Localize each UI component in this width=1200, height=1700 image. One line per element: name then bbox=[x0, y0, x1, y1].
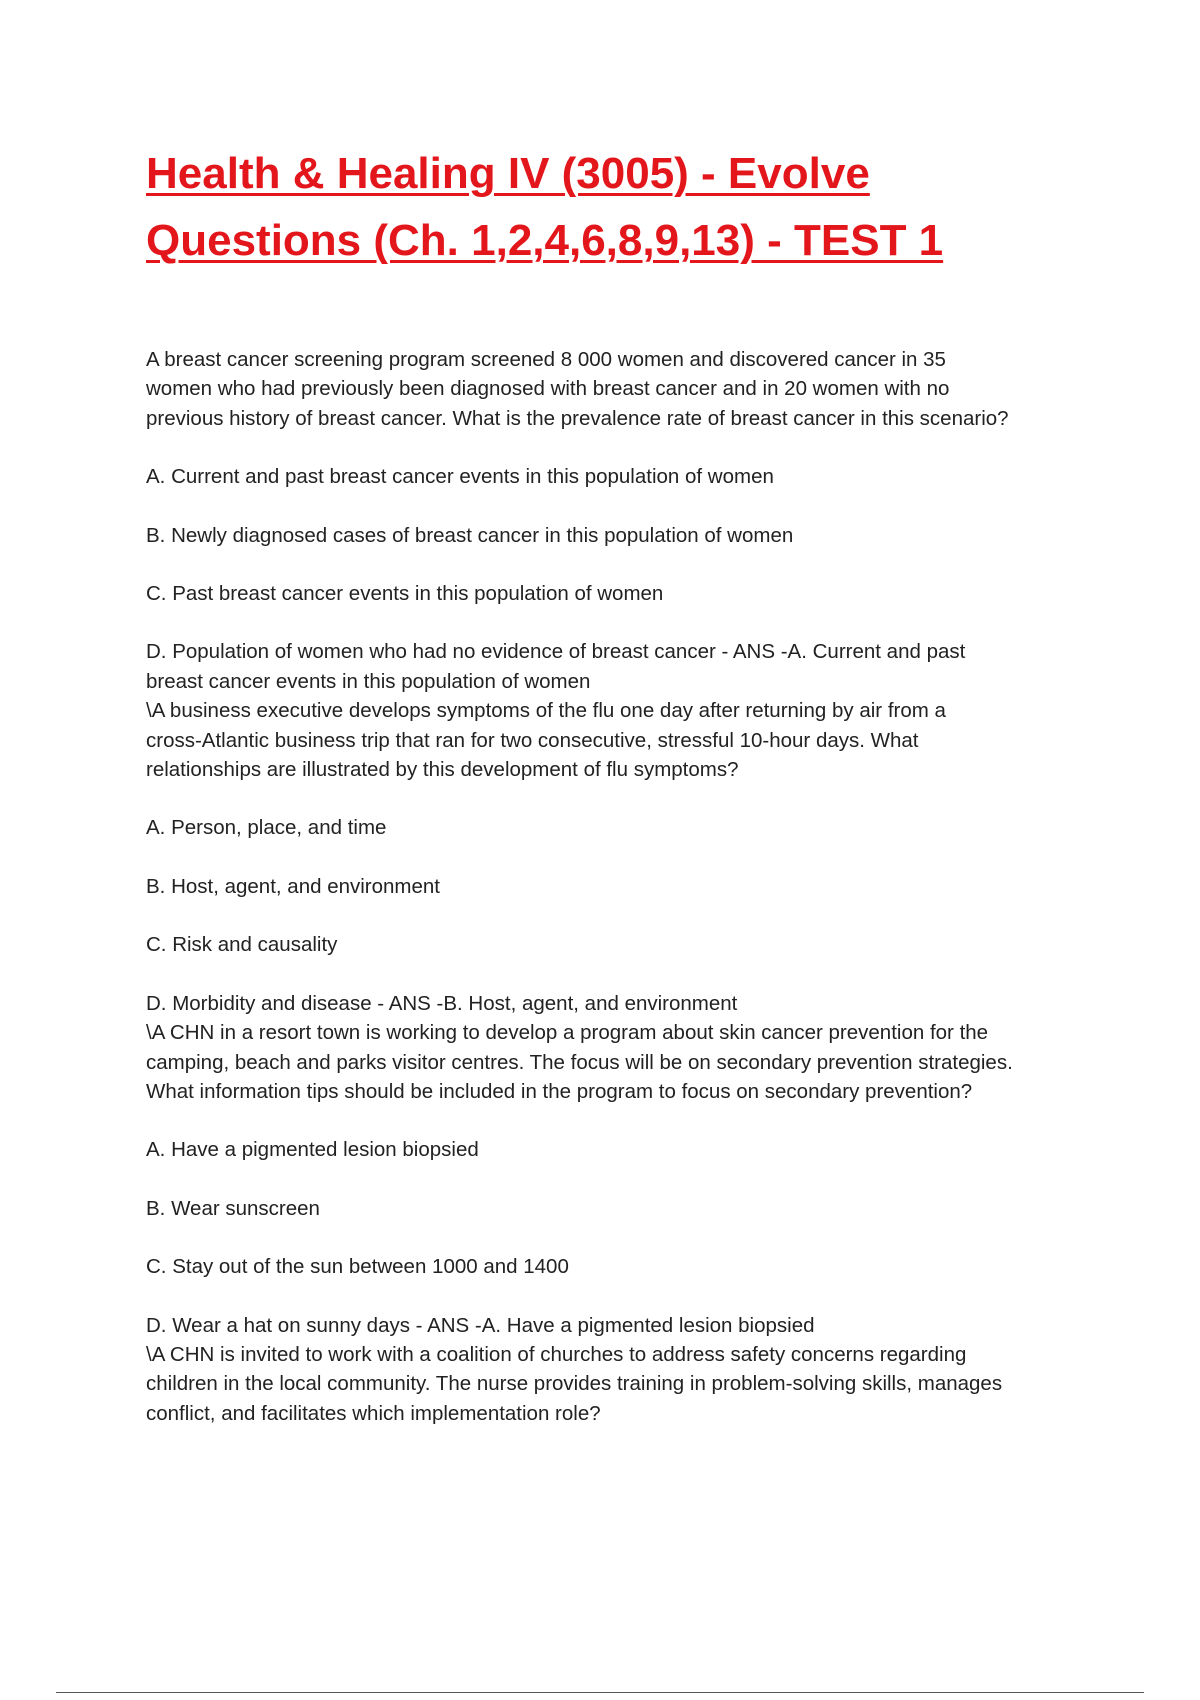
text-line: previous history of breast cancer. What is the prevalence rate of breast cancer in this scenario? bbox=[146, 406, 1009, 430]
answer-option bbox=[146, 521, 1086, 550]
title-line: Health & Healing IV (3005) - Evolve bbox=[146, 149, 870, 198]
text-line: D. Population of women who had no evidence of breast cancer - ANS -A. Current and past bbox=[146, 640, 966, 664]
answer-option bbox=[146, 1194, 1086, 1223]
text-line: C. Risk and causality bbox=[146, 933, 338, 957]
text-line: \A CHN in a resort town is working to develop a program about skin cancer prevention for the bbox=[146, 1021, 989, 1045]
document-title bbox=[146, 140, 1086, 274]
text-line: B. Newly diagnosed cases of breast cancer in this population of women bbox=[146, 523, 794, 547]
document-page bbox=[146, 140, 1086, 1428]
answer-option bbox=[146, 579, 1086, 608]
text-line: A. Have a pigmented lesion biopsied bbox=[146, 1138, 479, 1162]
question-stem bbox=[146, 345, 1086, 433]
text-line: women who had previously been diagnosed with breast cancer and in 20 women with no bbox=[146, 377, 950, 401]
text-line: B. Wear sunscreen bbox=[146, 1196, 320, 1220]
text-line: D. Morbidity and disease - ANS -B. Host, agent, and environment bbox=[146, 991, 738, 1015]
answer-option bbox=[146, 930, 1086, 959]
text-line: B. Host, agent, and environment bbox=[146, 874, 441, 898]
answer-and-next-question bbox=[146, 637, 1086, 784]
text-line: D. Wear a hat on sunny days - ANS -A. Have a pigmented lesion biopsied bbox=[146, 1313, 815, 1337]
text-line: children in the local community. The nurse provides training in problem-solving skills, manages bbox=[146, 1372, 1003, 1396]
text-line: conflict, and facilitates which implementation role? bbox=[146, 1401, 601, 1425]
text-line: A. Person, place, and time bbox=[146, 816, 387, 840]
page-bottom-rule bbox=[56, 1692, 1144, 1693]
text-line: C. Stay out of the sun between 1000 and 1400 bbox=[146, 1255, 569, 1279]
text-line: A. Current and past breast cancer events in this population of women bbox=[146, 465, 774, 489]
text-line: What information tips should be included in the program to focus on secondary prevention? bbox=[146, 1079, 973, 1103]
answer-option bbox=[146, 1135, 1086, 1164]
text-line: breast cancer events in this population of women bbox=[146, 669, 591, 693]
answer-option bbox=[146, 872, 1086, 901]
text-line: relationships are illustrated by this development of flu symptoms? bbox=[146, 758, 739, 782]
text-line: A breast cancer screening program screened 8 000 women and discovered cancer in 35 bbox=[146, 348, 946, 371]
answer-and-next-question bbox=[146, 1311, 1086, 1429]
text-line: camping, beach and parks visitor centres. The focus will be on secondary prevention strategies. bbox=[146, 1050, 1013, 1074]
text-line: \A CHN is invited to work with a coalition of churches to address safety concerns regarding bbox=[146, 1342, 967, 1366]
answer-option bbox=[146, 1252, 1086, 1281]
answer-and-next-question bbox=[146, 989, 1086, 1107]
text-line: C. Past breast cancer events in this population of women bbox=[146, 582, 664, 606]
question-body bbox=[146, 345, 1086, 1428]
answer-option bbox=[146, 462, 1086, 491]
text-line: cross-Atlantic business trip that ran for two consecutive, stressful 10-hour days. What bbox=[146, 728, 919, 752]
title-line: Questions (Ch. 1,2,4,6,8,9,13) - TEST 1 bbox=[146, 216, 944, 265]
answer-option bbox=[146, 813, 1086, 842]
text-line: \A business executive develops symptoms of the flu one day after returning by air from a bbox=[146, 699, 946, 723]
